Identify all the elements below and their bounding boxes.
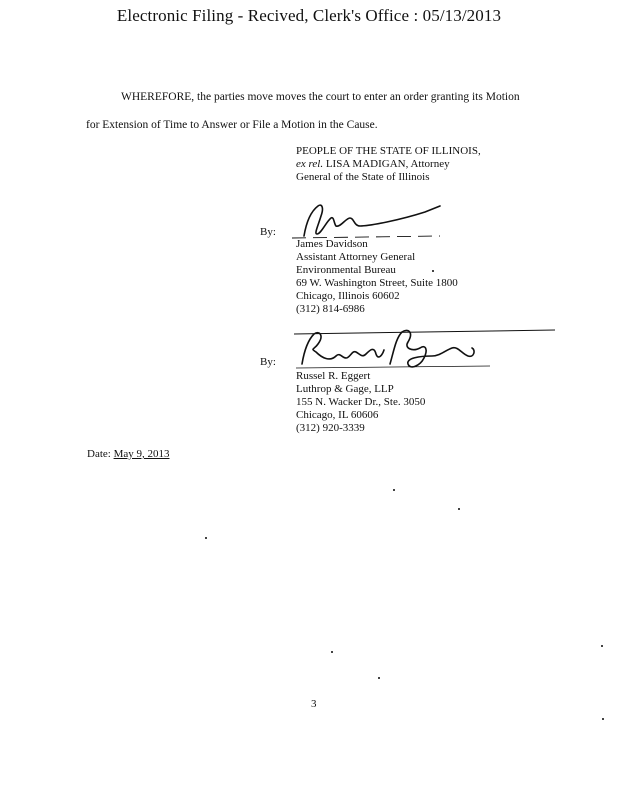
attorney-1-street: 69 W. Washington Street, Suite 1800 [296, 277, 458, 289]
signature-2-image [290, 320, 560, 376]
party-line-3: General of the State of Illinois [296, 171, 430, 183]
scan-speck [393, 489, 395, 491]
date-value: May 9, 2013 [113, 448, 170, 460]
scan-speck [601, 645, 603, 647]
attorney-1-city: Chicago, Illinois 60602 [296, 290, 400, 302]
party-line-1: PEOPLE OF THE STATE OF ILLINOIS, [296, 145, 481, 157]
date-label: Date: [87, 448, 114, 460]
electronic-filing-header: Electronic Filing - Recived, Clerk's Office : 05/13/2013 [116, 6, 502, 25]
attorney-1-phone: (312) 814-6986 [296, 303, 365, 315]
attorney-1-bureau: Environmental Bureau [296, 264, 396, 276]
party-line-2 [296, 158, 481, 171]
signature-1-image [290, 196, 460, 244]
date-line [87, 448, 170, 460]
scan-speck [205, 537, 207, 539]
scan-speck [602, 718, 604, 720]
attorney-2-firm: Luthrop & Gage, LLP [296, 383, 394, 395]
attorney-2-name: Russel R. Eggert [296, 370, 371, 382]
signatory-party-block [296, 145, 481, 184]
by-label-1: By: [260, 226, 276, 238]
attorney-1-name: James Davidson [296, 238, 368, 250]
attorney-1-title: Assistant Attorney General [296, 251, 416, 263]
ex-rel-italic: ex rel. [296, 158, 324, 170]
scan-speck [331, 651, 333, 653]
attorney-2-city: Chicago, IL 60606 [296, 409, 379, 421]
motion-paragraph-line-2: for Extension of Time to Answer or File a Motion in the Cause. [86, 119, 378, 131]
party-line-2-rest: LISA MADIGAN, Attorney [323, 158, 450, 170]
attorney-2-street: 155 N. Wacker Dr., Ste. 3050 [296, 396, 426, 408]
attorney-1-block [296, 238, 458, 316]
page-number: 3 [311, 698, 317, 710]
motion-paragraph-line-1: WHEREFORE, the parties move moves the court to enter an order granting its Motion [121, 91, 520, 103]
attorney-2-block [296, 370, 425, 435]
scan-speck [458, 508, 460, 510]
scan-speck [432, 270, 434, 272]
attorney-2-phone: (312) 920-3339 [296, 422, 365, 434]
scan-speck [378, 677, 380, 679]
by-label-2: By: [260, 356, 276, 368]
